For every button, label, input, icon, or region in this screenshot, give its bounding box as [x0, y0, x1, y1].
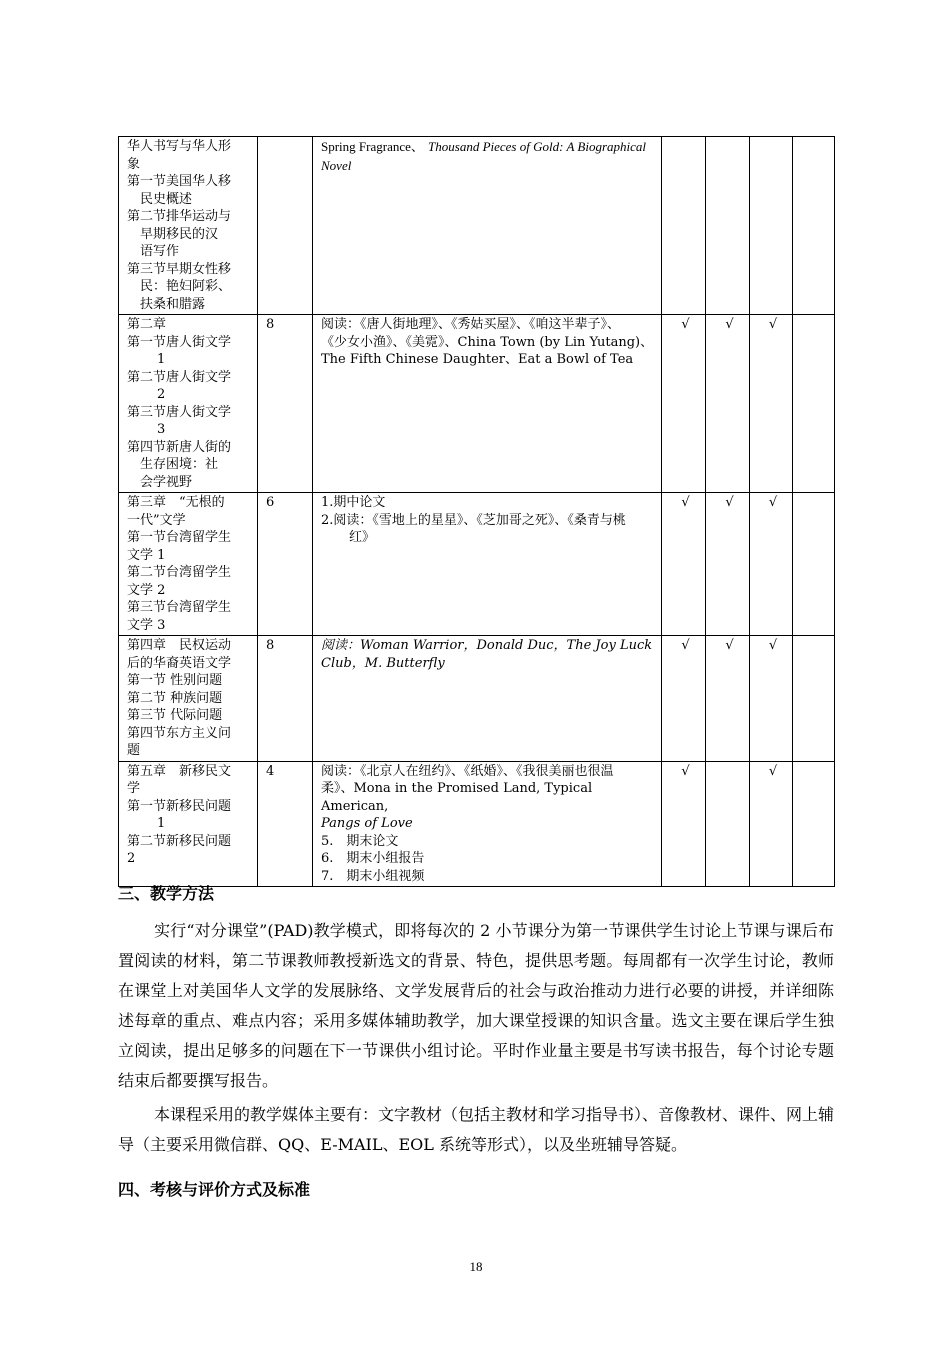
- chapter-line: 第四节东方主义问: [127, 725, 232, 741]
- chapter-line: 第一节台湾留学生: [127, 530, 232, 545]
- chapter-line: 语写作: [140, 244, 180, 259]
- content-line: Pangs of Love: [321, 816, 413, 831]
- chapter-line: 第五章 新移民文: [127, 763, 232, 779]
- chapter-line: 第二节 种族问题: [127, 690, 223, 706]
- chapter-cell: [119, 493, 258, 636]
- hours-cell: 6: [258, 493, 313, 636]
- check-cell: [662, 137, 706, 315]
- chapter-line: 第二节唐人街文学: [127, 369, 232, 385]
- content-line: Club，M. Butterfly: [321, 655, 445, 671]
- content-cell: [313, 761, 662, 887]
- chapter-line: 第三节 代际问题: [127, 708, 223, 723]
- chapter-line: 后的华裔英语文学: [127, 655, 232, 671]
- content-cell: [313, 137, 662, 315]
- check-cell: √: [706, 315, 750, 493]
- check-cell: [793, 137, 835, 315]
- check-cell: [793, 761, 835, 887]
- chapter-line: 第四节新唐人街的: [127, 439, 232, 455]
- paragraph-text: 本课程采用的教学媒体主要有：文字教材（包括主教材和学习指导书）、音像教材、课件、网上辅导（主要采用微信群、QQ、E-MAIL、EOL 系统等形式），以及坐班辅导答疑。: [118, 1105, 835, 1154]
- chapter-cell: [119, 137, 258, 315]
- check-cell: √: [706, 636, 750, 762]
- content-text: Thousand Pieces of Gold: A Biographical Novel: [321, 139, 647, 173]
- chapter-line: 第三节唐人街文学: [127, 404, 232, 420]
- chapter-line: 第三节早期女性移: [127, 261, 232, 277]
- check-cell: √: [750, 761, 793, 887]
- chapter-line: 第三章 “无根的: [127, 495, 225, 510]
- chapter-cell: [119, 761, 258, 887]
- check-cell: [750, 137, 793, 315]
- chapter-line: 第二章: [127, 317, 167, 332]
- content-line: 7. 期末小组视频: [321, 868, 425, 884]
- table-row: [119, 315, 835, 493]
- chapter-line: 学: [127, 781, 141, 796]
- chapter-line: 民：艳妇阿彩、: [140, 279, 232, 294]
- chapter-line: 1: [157, 816, 166, 831]
- content-line: 1.期中论文: [321, 495, 386, 510]
- check-cell: [793, 315, 835, 493]
- chapter-line: 第一节唐人街文学: [127, 334, 232, 350]
- paragraph-text: 实行“对分课堂”(PAD)教学模式，即将每次的 2 小节课分为第一节课供学生讨论上节课与课后布置阅读的材料，第二节课教师教授新选文的背景、特色，提供思考题。每周都有一次学生讨论，教师在课堂上对美国华人文学的发展脉络、文学发展背后的社会与政治推动力进行必要的讲授，并详细陈述每章的重点、难点内容；采用多媒体辅助教学，加大课堂授课的知识含量。选文主要在课后学生独立阅读，提出足够多的问题在下一节课供小组讨论。平时作业量主要是书写读书报告，每个讨论专题结束后都要撰写报告。: [118, 921, 834, 1090]
- content-cell: [313, 315, 662, 493]
- chapter-line: 题: [127, 743, 141, 758]
- chapter-line: 文学 3: [127, 617, 166, 633]
- paragraph-teaching-mode: [118, 916, 834, 1096]
- chapter-line: 第四章 民权运动: [127, 638, 232, 653]
- chapter-line: 民史概述: [140, 191, 193, 207]
- check-cell: √: [662, 761, 706, 887]
- section-heading-assessment: 四、考核与评价方式及标准: [118, 1180, 311, 1199]
- content-line: 2.阅读：《雪地上的星星》、《芝加哥之死》、《桑青与桃: [321, 512, 626, 528]
- check-cell: [793, 493, 835, 636]
- chapter-line: 第三节台湾留学生: [127, 600, 232, 615]
- content-line: 阅读：《北京人在纽约》、《纸婚》、《我很美丽也很温: [321, 763, 614, 779]
- chapter-line: 第二节排华运动与: [127, 209, 232, 224]
- chapter-line: 2: [157, 387, 166, 402]
- check-cell: [706, 761, 750, 887]
- chapter-line: 第二节台湾留学生: [127, 565, 232, 580]
- check-cell: √: [662, 315, 706, 493]
- paragraph-teaching-media: [118, 1100, 834, 1160]
- chapter-line: 象: [127, 156, 141, 172]
- chapter-line: 第二节新移民问题: [127, 833, 232, 849]
- chapter-cell: [119, 636, 258, 762]
- content-line: 阅读：Woman Warrior，Donald Duc，The Joy Luck: [321, 638, 653, 653]
- chapter-line: 第一节 性别问题: [127, 673, 223, 688]
- chapter-line: 文学 2: [127, 582, 166, 598]
- content-line: 《少女小渔》、《美霓》、China Town (by Lin Yutang)、: [321, 334, 654, 350]
- table-row: [119, 137, 835, 315]
- hours-cell: 8: [258, 636, 313, 762]
- content-line: The Fifth Chinese Daughter、Eat a Bowl of Tea: [321, 352, 634, 367]
- chapter-line: 一代”文学: [127, 512, 186, 528]
- hours-cell: 8: [258, 315, 313, 493]
- check-cell: √: [706, 493, 750, 636]
- content-line: 6. 期末小组报告: [321, 851, 425, 866]
- check-cell: √: [662, 493, 706, 636]
- content-line: 红》: [349, 530, 376, 545]
- chapter-line: 会学视野: [140, 474, 193, 490]
- table-row: [119, 493, 835, 636]
- content-cell: [313, 636, 662, 762]
- check-cell: √: [750, 315, 793, 493]
- hours-cell: 4: [258, 761, 313, 887]
- chapter-line: 华人书写与华人形: [127, 139, 232, 154]
- chapter-line: 第一节新移民问题: [127, 798, 232, 814]
- check-cell: [793, 636, 835, 762]
- table-row: [119, 636, 835, 762]
- chapter-line: 3: [157, 422, 166, 437]
- check-cell: √: [750, 636, 793, 762]
- hours-cell: [258, 137, 313, 315]
- content-cell: [313, 493, 662, 636]
- content-text: Spring Fragrance、: [321, 139, 424, 154]
- check-cell: √: [750, 493, 793, 636]
- section-heading-teaching-methods: 三、教学方法: [118, 884, 215, 903]
- page-number: 18: [469, 1259, 483, 1274]
- chapter-line: 2: [127, 851, 136, 866]
- syllabus-table: [118, 136, 835, 887]
- chapter-line: 文学 1: [127, 547, 166, 563]
- chapter-line: 生存困境：社: [140, 457, 219, 472]
- chapter-line: 扶桑和腊露: [140, 296, 206, 312]
- content-line: 柔》、Mona in the Promised Land, Typical American,: [321, 781, 593, 814]
- check-cell: √: [662, 636, 706, 762]
- table-row: [119, 761, 835, 887]
- chapter-line: 早期移民的汉: [140, 226, 219, 242]
- chapter-cell: [119, 315, 258, 493]
- check-cell: [706, 137, 750, 315]
- content-line: 5. 期末论文: [321, 833, 399, 849]
- chapter-line: 第一节美国华人移: [127, 174, 232, 189]
- chapter-line: 1: [157, 352, 166, 367]
- content-line: 阅读：《唐人街地理》、《秀姑买屋》、《咱这半辈子》、: [321, 317, 621, 332]
